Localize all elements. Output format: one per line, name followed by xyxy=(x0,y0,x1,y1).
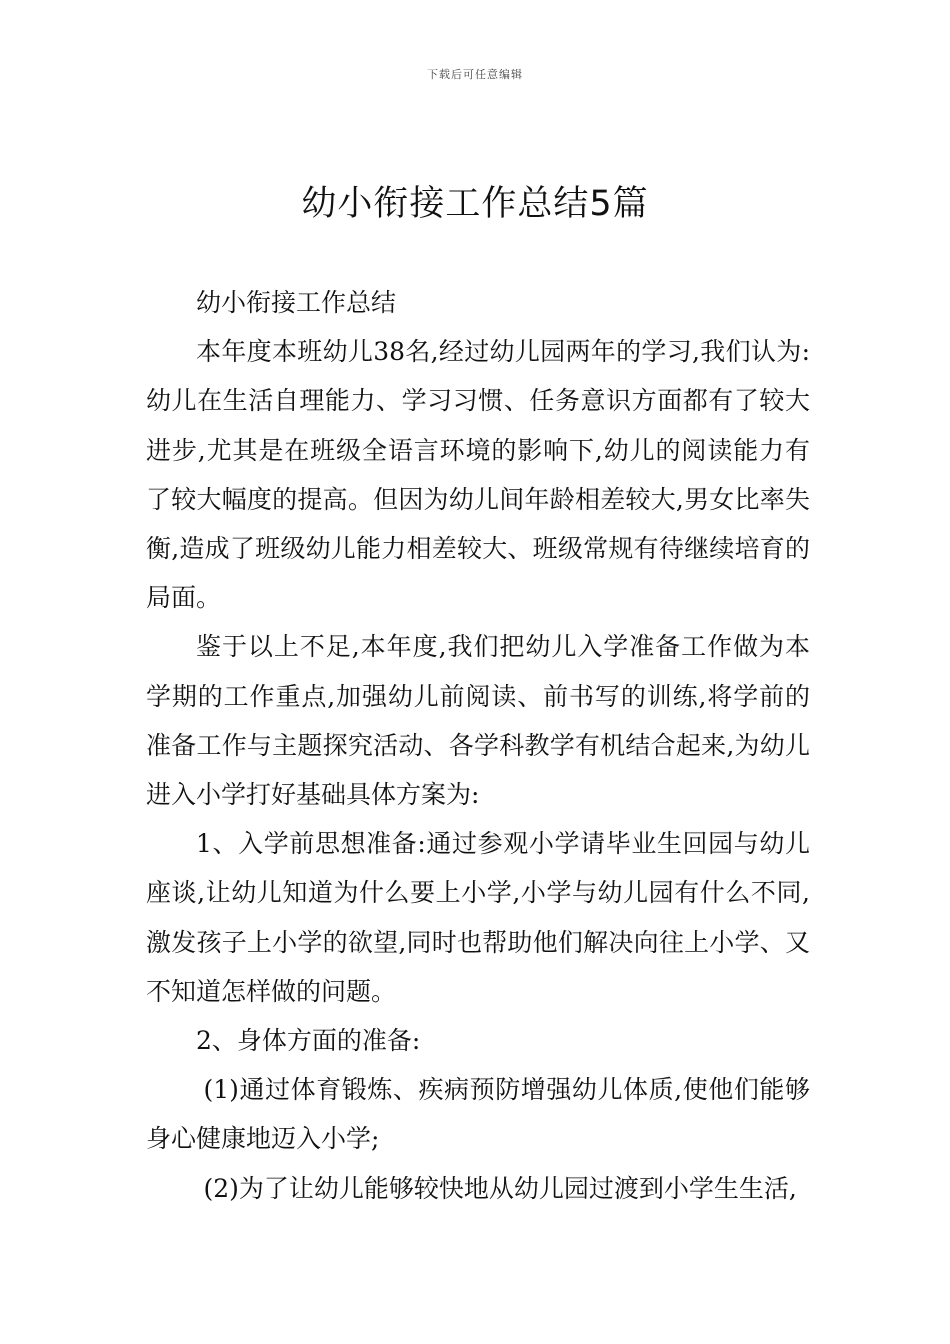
paragraph: 2、身体方面的准备: xyxy=(196,1026,421,1056)
paragraph: 本年度本班幼儿38名,经过幼儿园两年的学习,我们认为:幼儿在生活自理能力、学习习惯、任务意识方面都有了较大进步,尤其是在班级全语言环境的影响下,幼儿的阅读能力有了较大幅度的提高。但因为幼儿间年龄相差较大,男女比率失衡,造成了班级幼儿能力相差较大、班级常规有待继续培育的局面。 xyxy=(146,337,810,613)
paragraph: 鉴于以上不足,本年度,我们把幼儿入学准备工作做为本学期的工作重点,加强幼儿前阅读、前书写的训练,将学前的准备工作与主题探究活动、各学科教学有机结合起来,为幼儿进入小学打好基础具体方案为: xyxy=(146,632,810,810)
paragraph: (1)通过体育锻炼、疾病预防增强幼儿体质,使他们能够身心健康地迈入小学; xyxy=(146,1075,810,1154)
document-title: 幼小衔接工作总结5篇 xyxy=(301,184,649,224)
document-body xyxy=(146,278,810,1213)
paragraph: 1、入学前思想准备:通过参观小学请毕业生回园与幼儿座谈,让幼儿知道为什么要上小学,小学与幼儿园有什么不同,激发孩子上小学的欲望,同时也帮助他们解决向往上小学、又不知道怎样做的问题。 xyxy=(146,829,810,1006)
section-heading: 幼小衔接工作总结 xyxy=(196,288,397,317)
header-note: 下载后可任意编辑 xyxy=(427,68,523,81)
paragraph: (2)为了让幼儿能够较快地从幼儿园过渡到小学生生活, xyxy=(203,1173,797,1203)
